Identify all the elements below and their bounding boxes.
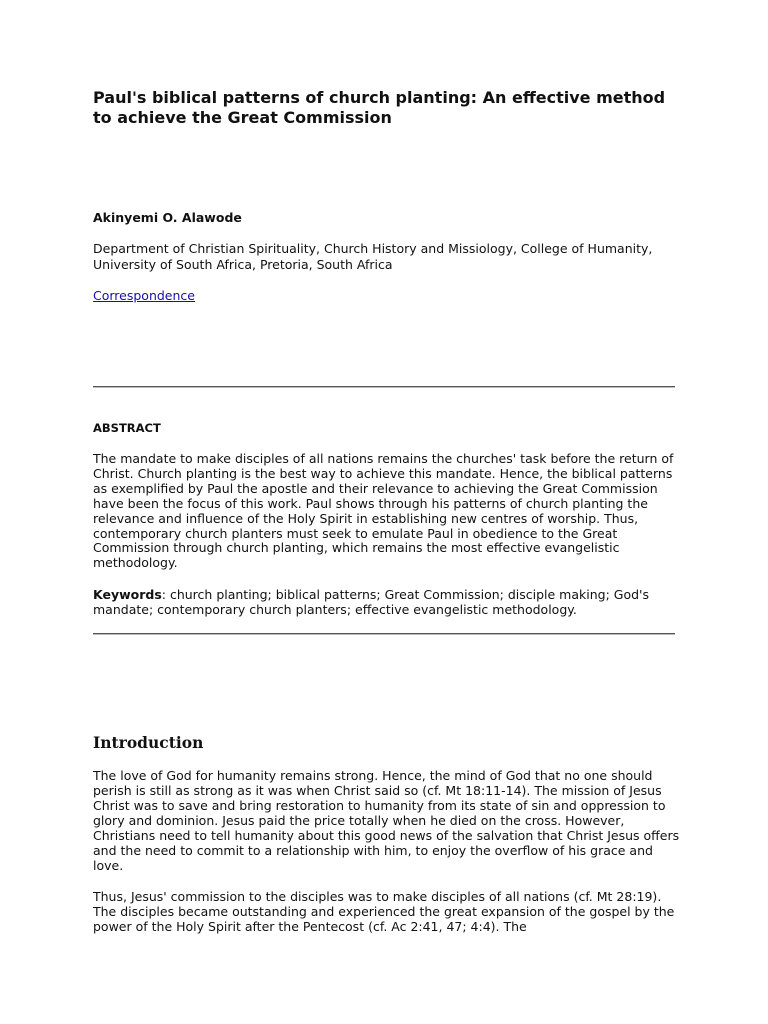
keywords-label: Keywords (93, 587, 162, 602)
keywords-list: : church planting; biblical patterns; Great Commission; disciple making; God's mandate; contemporary church planters; effective evangelistic methodology. (93, 587, 649, 617)
introduction-paragraph-2: Thus, Jesus' commission to the disciples was to make disciples of all nations (cf. Mt 28:19). The disciples became outstanding and experienced the great expansion of the gospel by the power of the Holy Spirit after the Pentecost (cf. Ac 2:41, 47; 4:4). The (93, 889, 675, 934)
introduction-heading: Introduction (93, 733, 204, 752)
author-affiliation: Department of Christian Spirituality, Church History and Missiology, College of Humanity, University of South Africa, Pretoria, South Africa (93, 241, 653, 272)
keywords (93, 587, 683, 617)
introduction-paragraph-1: The love of God for humanity remains strong. Hence, the mind of God that no one should perish is still as strong as it was when Christ said so (cf. Mt 18:11-14). The mission of Jesus Christ was to save and bring restoration to humanity from its state of sin and oppression to glory and dominion. Jesus paid the price totally when he died on the cross. However, Christians need to tell humanity about this good news of the salvation that Christ Jesus offers and the need to commit to a relationship with him, to enjoy the overflow of his grace and love. (93, 768, 680, 873)
section-divider-bottom (93, 633, 675, 635)
correspondence-link[interactable]: Correspondence (93, 288, 195, 303)
section-divider-top (93, 386, 675, 388)
author-name: Akinyemi O. Alawode (93, 210, 242, 225)
article-title: Paul's biblical patterns of church planting: An effective method to achieve the Great Commission (93, 88, 666, 127)
abstract-text: The mandate to make disciples of all nations remains the churches' task before the return of Christ. Church planting is the best way to achieve this mandate. Hence, the biblical patterns as exemplified by Paul the apostle and their relevance to achieving the Great Commission have been the focus of this work. Paul shows through his patterns of church planting the relevance and influence of the Holy Spirit in establishing new centres of worship. Thus, contemporary church planters must seek to emulate Paul in obedience to the Great Commission through church planting, which remains the most effective evangelistic methodology. (93, 451, 674, 571)
abstract-heading: ABSTRACT (93, 421, 161, 435)
